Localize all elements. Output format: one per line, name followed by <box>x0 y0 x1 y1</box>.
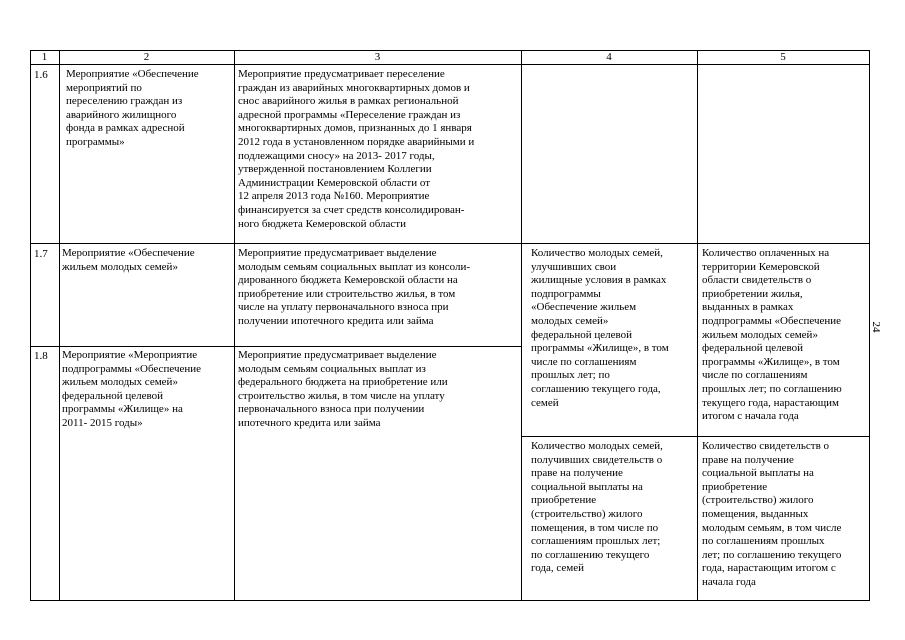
col-divider-4 <box>697 50 698 600</box>
row-1-6-name: Мероприятие «Обеспечение мероприятий по переселению граждан из аварийного жилищного фонда в рамках адресной программы» <box>66 68 199 148</box>
header-col-1: 1 <box>41 51 48 63</box>
row-divider-1-7 <box>30 346 521 347</box>
row-1-8-description: Мероприятие предусматривает выделение молодым семьям социальных выплат из федерального бюджета на приобретение или строительство жилья, в том числе на уплату первоначального взноса при получении ипотечного кредита или займа <box>238 349 448 429</box>
page-number: 24 <box>870 321 882 333</box>
header-col-5: 5 <box>780 51 786 63</box>
indicator-upper-col-5: Количество оплаченных на территории Кемеровской области свидетельств о приобретении жилья, выданных в рамках подпрограммы «Обеспечение жильем молодых семей» федеральной целевой программы «Жилище», в том числе по соглашениям прошлых лет; по соглашению текущего года, нарастающим итогом с начала года <box>702 247 842 423</box>
row-1-8-name: Мероприятие «Мероприятие подпрограммы «Обеспечение жильем молодых семей» федеральной целевой программы «Жилище» на 2011- 2015 годы» <box>62 349 202 429</box>
row-1-6-description: Мероприятие предусматривает переселение граждан из аварийных многоквартирных домов и снос аварийного жилья в рамках региональной адресной программы «Переселение граждан из многоквартирных домов, признанных до 1 января 2012 года в установленном порядке аварийными и подлежащими сносу» на 2013- 2017 годы, утвержденной постановлением Коллегии Администрации Кемеровской области от 12 апреля 2013 года №160. Мероприятие финансируется за счет средств консолидирован- ного бюджета Кемеровской области <box>238 68 475 230</box>
row-number-1-6: 1.6 <box>34 69 48 81</box>
col-divider-3 <box>521 50 522 600</box>
header-row-divider <box>30 64 870 65</box>
table-border-left <box>30 50 31 600</box>
col-divider-2 <box>234 50 235 600</box>
row-number-1-7: 1.7 <box>34 248 48 260</box>
row-1-7-name: Мероприятие «Обеспечение жильем молодых семей» <box>62 247 195 273</box>
table-border-bottom <box>30 600 870 601</box>
header-col-2: 2 <box>143 51 150 63</box>
row-number-1-8: 1.8 <box>34 350 48 362</box>
header-col-3: 3 <box>374 51 381 63</box>
indicator-lower-col-5: Количество свидетельств о праве на получение социальной выплаты на приобретение (строительство) жилого помещения, выданных молодым семьям, в том числе по соглашениям прошлых лет; по соглашению текущего года, нарастающим итогом с начала года <box>702 440 842 588</box>
indicator-lower-col-4: Количество молодых семей, получивших свидетельств о праве на получение социальной выплаты на приобретение (строительство) жилого помещения, в том числе по соглашениям прошлых лет; по соглашению текущего года, семей <box>531 440 663 575</box>
row-divider-1-6 <box>30 243 870 244</box>
indicator-divider <box>521 436 870 437</box>
row-1-7-description: Мероприятие предусматривает выделение молодым семьям социальных выплат из консоли- дированного бюджета Кемеровской области на приобретение или строительство жилья, в том числе на уплату первоначального взноса при получении ипотечного кредита или займа <box>238 247 471 327</box>
header-col-4: 4 <box>606 51 612 63</box>
col-divider-1 <box>59 50 60 600</box>
indicator-upper-col-4: Количество молодых семей, улучшивших свои жилищные условия в рамках подпрограммы «Обеспечение жильем молодых семей» федеральной целевой программы «Жилище», в том числе по соглашениям прошлых лет; по соглашению текущего года, семей <box>531 247 669 409</box>
